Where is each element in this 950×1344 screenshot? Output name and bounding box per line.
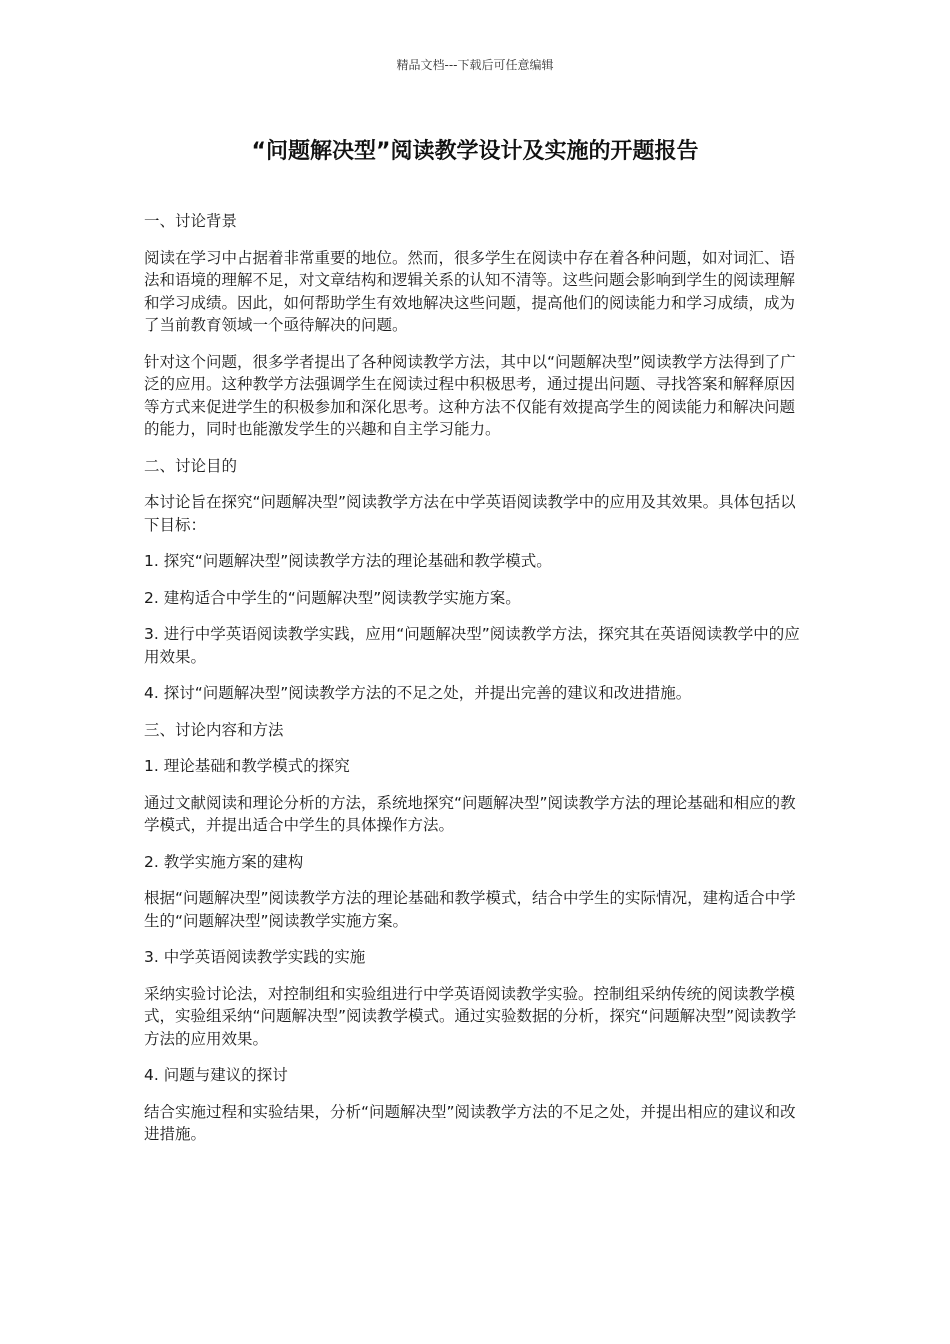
list-item: 4. 探讨“问题解决型”阅读教学方法的不足之处，并提出完善的建议和改进措施。: [144, 684, 692, 702]
paragraph: 阅读在学习中占据着非常重要的地位。然而，很多学生在阅读中存在着各种问题，如对词汇、语法和语境的理解不足，对文章结构和逻辑关系的认知不清等。这些问题会影响到学生的阅读理解和学习成绩。因此，如何帮助学生有效地解决这些问题，提高他们的阅读能力和学习成绩，成为了当前教育领域一个亟待解决的问题。: [144, 248, 796, 334]
paragraph: 采纳实验讨论法，对控制组和实验组进行中学英语阅读教学实验。控制组采纳传统的阅读教学模式，实验组采纳“问题解决型”阅读教学模式。通过实验数据的分析，探究“问题解决型”阅读教学方法的应用效果。: [144, 984, 797, 1048]
section-heading-background: 一、讨论背景: [144, 212, 238, 230]
section-heading-purpose: 二、讨论目的: [144, 456, 238, 475]
subheading: 2. 教学实施方案的建构: [144, 852, 304, 871]
list-item: 3. 进行中学英语阅读教学实践，应用“问题解决型”阅读教学方法，探究其在英语阅读教学中的应用效果。: [144, 625, 800, 666]
paragraph: 根据“问题解决型”阅读教学方法的理论基础和教学模式，结合中学生的实际情况，建构适合中学生的“问题解决型”阅读教学实施方案。: [144, 889, 796, 930]
list-item: 2. 建构适合中学生的“问题解决型”阅读教学实施方案。: [144, 588, 521, 607]
document-body: [144, 210, 808, 1160]
subheading: 1. 理论基础和教学模式的探究: [144, 757, 350, 775]
subheading: 4. 问题与建议的探讨: [144, 1066, 288, 1084]
paragraph: 通过文献阅读和理论分析的方法，系统地探究“问题解决型”阅读教学方法的理论基础和相应的教学模式，并提出适合中学生的具体操作方法。: [144, 793, 796, 834]
page-header: 精品文档---下载后可任意编辑: [396, 58, 554, 72]
subheading: 3. 中学英语阅读教学实践的实施: [144, 948, 366, 966]
section-heading-content-methods: 三、讨论内容和方法: [144, 720, 284, 739]
paragraph: 针对这个问题，很多学者提出了各种阅读教学方法，其中以“问题解决型”阅读教学方法得到了广泛的应用。这种教学方法强调学生在阅读过程中积极思考，通过提出问题、寻找答案和解释原因等方式来促进学生的积极参加和深化思考。这种方法不仅能有效提高学生的阅读能力和解决问题的能力，同时也能激发学生的兴趣和自主学习能力。: [144, 352, 796, 438]
document-title: “问题解决型”阅读教学设计及实施的开题报告: [251, 139, 699, 164]
list-item: 1. 探究“问题解决型”阅读教学方法的理论基础和教学模式。: [144, 552, 552, 570]
paragraph: 本讨论旨在探究“问题解决型”阅读教学方法在中学英语阅读教学中的应用及其效果。具体包括以下目标：: [144, 493, 796, 534]
paragraph: 结合实施过程和实验结果，分析“问题解决型”阅读教学方法的不足之处，并提出相应的建议和改进措施。: [144, 1102, 796, 1143]
